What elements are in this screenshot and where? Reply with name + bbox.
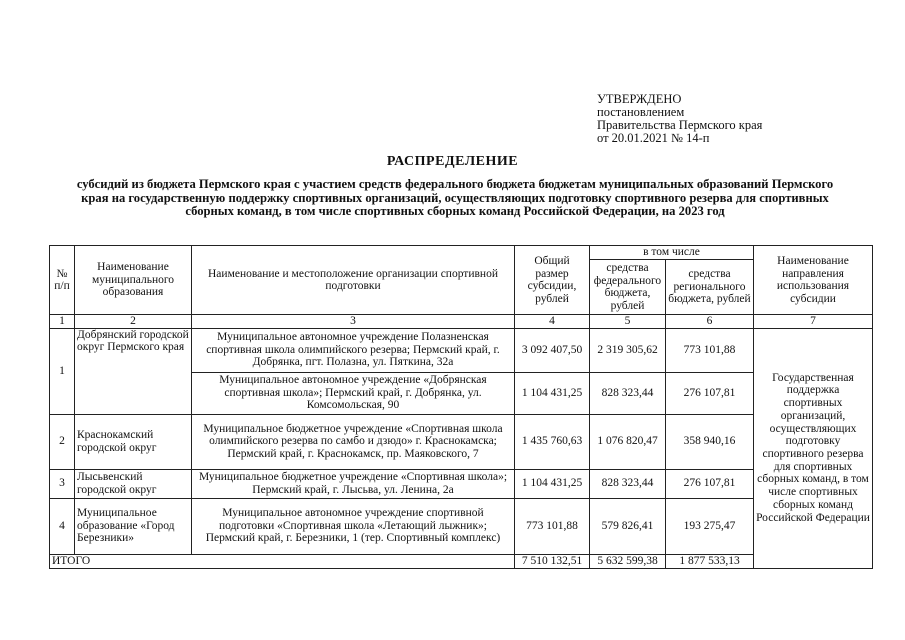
column-number: 6: [666, 315, 754, 329]
approval-line-approved: УТВЕРЖДЕНО: [597, 92, 682, 106]
header-num: № п/п: [50, 246, 75, 315]
column-number: 7: [754, 315, 873, 329]
regional-amount: 276 107,81: [666, 372, 754, 414]
subsidy-purpose: Государственная поддержка спортивных организаций, осуществляющих подготовку спортивного резерва для спортивных сборных команд, в том числе спортивных сборных команд Российской Федерации: [754, 328, 873, 568]
table-row: [50, 328, 873, 372]
regional-amount: 358 940,16: [666, 414, 754, 469]
regional-amount: 773 101,88: [666, 328, 754, 372]
municipality-name: Краснокамский городской округ: [75, 414, 192, 469]
header-total: Общий размер субсидии, рублей: [515, 246, 590, 315]
organization-name: Муниципальное бюджетное учреждение «Спортивная школа олимпийского резерва по самбо и дзюдо» г. Краснокамска; Пермский край, г. Краснокамск, пр. Маяковского, 7: [192, 414, 515, 469]
federal-amount: 579 826,41: [590, 498, 666, 554]
approval-stamp: [597, 93, 762, 145]
municipality-name: Муниципальное образование «Город Березники»: [75, 498, 192, 554]
total-amount: 3 092 407,50: [515, 328, 590, 372]
grand-total-amount: 7 510 132,51: [515, 554, 590, 568]
row-number: 4: [50, 498, 75, 554]
regional-amount: 276 107,81: [666, 469, 754, 498]
organization-name: Муниципальное бюджетное учреждение «Спортивная школа»; Пермский край, г. Лысьва, ул. Ленина, 2а: [192, 469, 515, 498]
total-amount: 1 104 431,25: [515, 372, 590, 414]
total-amount: 1 435 760,63: [515, 414, 590, 469]
distribution-table: [49, 245, 873, 569]
approval-line-date: от 20.01.2021 № 14-п: [597, 131, 710, 145]
row-number: 2: [50, 414, 75, 469]
header-regional: средства регионального бюджета, рублей: [666, 260, 754, 315]
header-organization: Наименование и местоположение организации спортивной подготовки: [192, 246, 515, 315]
total-amount: 1 104 431,25: [515, 469, 590, 498]
header-municipality: Наименование муниципального образования: [75, 246, 192, 315]
total-row: [50, 554, 873, 568]
federal-amount: 1 076 820,47: [590, 414, 666, 469]
row-number: 1: [50, 328, 75, 414]
header-including: в том числе: [590, 246, 754, 260]
document-subtitle: субсидий из бюджета Пермского края с участием средств федерального бюджета бюджетам муниципальных образований Пермского края на государственную поддержку спортивных организаций, осуществляющих подготовку спортивного резерва для спортивных сборных команд, в том числе спортивных сборных команд Российской Федерации, на 2023 год: [76, 177, 834, 218]
municipality-name: Лысьвенский городской округ: [75, 469, 192, 498]
table-row: [50, 414, 873, 469]
document-title: РАСПРЕДЕЛЕНИЕ: [386, 154, 519, 169]
organization-name: Муниципальное автономное учреждение «Добрянская спортивная школа»; Пермский край, г. Добрянка, ул. Комсомольская, 90: [192, 372, 515, 414]
organization-name: Муниципальное автономное учреждение спортивной подготовки «Спортивная школа «Летающий лыжник»; Пермский край, г. Березники, 1 (тер. Спортивный комплекс): [192, 498, 515, 554]
column-number: 3: [192, 315, 515, 329]
header-federal: средства федерального бюджета, рублей: [590, 260, 666, 315]
total-label: ИТОГО: [50, 554, 515, 568]
table-row: [50, 498, 873, 554]
municipality-name: Добрянский городской округ Пермского края: [75, 328, 192, 414]
column-number: 2: [75, 315, 192, 329]
total-amount: 773 101,88: [515, 498, 590, 554]
organization-name: Муниципальное автономное учреждение Полазненская спортивная школа олимпийского резерва; Пермский край, г. Добрянка, пгт. Полазна, ул. Пяткина, 32а: [192, 328, 515, 372]
column-number-row: [50, 315, 873, 329]
regional-amount: 193 275,47: [666, 498, 754, 554]
federal-amount: 828 323,44: [590, 469, 666, 498]
grand-federal-amount: 5 632 599,38: [590, 554, 666, 568]
federal-amount: 828 323,44: [590, 372, 666, 414]
grand-regional-amount: 1 877 533,13: [666, 554, 754, 568]
column-number: 4: [515, 315, 590, 329]
column-number: 1: [50, 315, 75, 329]
column-number: 5: [590, 315, 666, 329]
federal-amount: 2 319 305,62: [590, 328, 666, 372]
row-number: 3: [50, 469, 75, 498]
approval-line-resolution: постановлением: [597, 105, 685, 119]
approval-line-government: Правительства Пермского края: [597, 118, 763, 132]
header-purpose: Наименование направления использования субсидии: [754, 246, 873, 315]
table-row: [50, 469, 873, 498]
